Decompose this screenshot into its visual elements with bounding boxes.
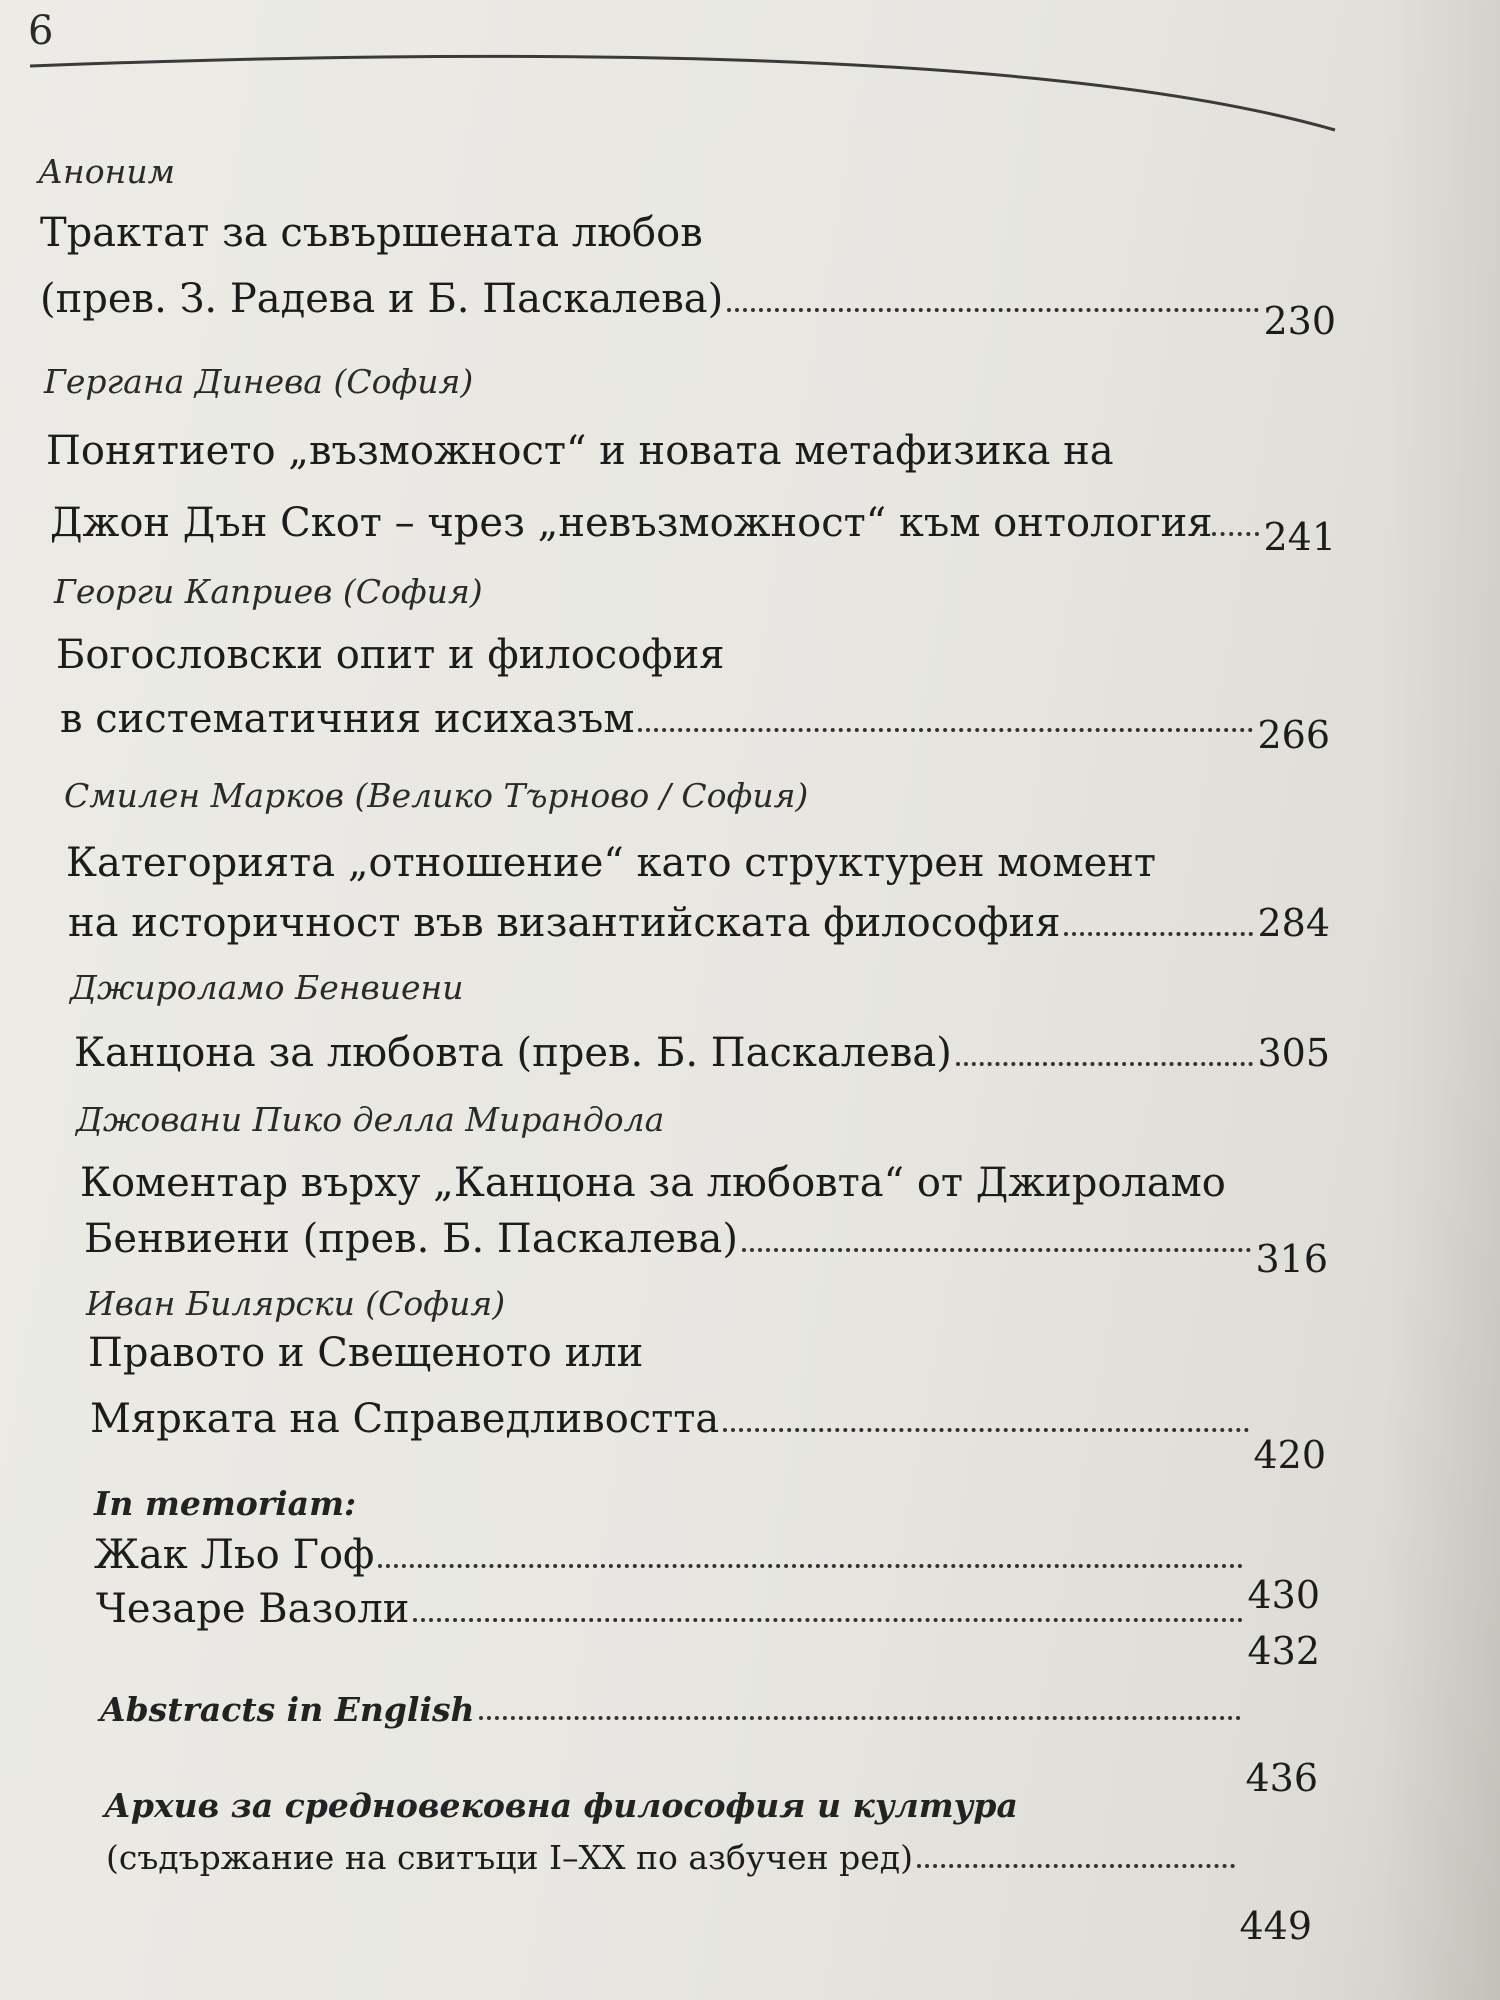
toc-author: Джироламо Бенвиени [70, 968, 464, 1007]
toc-title-line: Жак Льо Гоф [94, 1532, 375, 1578]
dot-leader [413, 1618, 1243, 1622]
toc-title-line: Богословски опит и философия [56, 632, 725, 678]
toc-title-line: Категорията „отношение“ като структурен момент [66, 840, 1157, 886]
toc-entry[interactable] [100, 1686, 1318, 1800]
toc-entry[interactable] [40, 276, 1336, 343]
dot-leader [638, 728, 1253, 732]
toc-title-line: Правото и Свещеното или [88, 1330, 644, 1376]
toc-title-line: в систематичния исихазъм [60, 696, 635, 742]
toc-title-line: Коментар върху „Канцона за любовта“ от Джироламо [80, 1160, 1226, 1206]
toc-title-line: Мярката на Справедливостта [90, 1396, 720, 1442]
toc-title-line: Понятието „възможност“ и новата метафизика на [46, 428, 1114, 474]
abstracts-label: Abstracts in English [100, 1690, 475, 1729]
toc-author: Джовани Пико делла Мирандола [76, 1100, 665, 1139]
toc-author: Гергана Динева (София) [44, 362, 474, 401]
archive-heading: Архив за средновековна философия и култура [104, 1786, 1018, 1825]
toc-author: Смилен Марков (Велико Търново / София) [64, 776, 809, 815]
dot-leader [727, 308, 1259, 312]
toc-entry[interactable] [96, 1586, 1320, 1673]
toc-author: Иван Билярски (София) [86, 1284, 506, 1323]
toc-page-number: 430 [1247, 1573, 1320, 1617]
dot-leader [479, 1716, 1242, 1720]
toc-page-number: 432 [1247, 1629, 1320, 1673]
toc-page-number: 305 [1257, 1031, 1330, 1075]
toc-title-line: Трактат за съвършената любов [40, 210, 703, 256]
toc-entry[interactable] [60, 696, 1330, 757]
toc-author: Георги Каприев (София) [54, 572, 483, 611]
dot-leader [723, 1428, 1249, 1432]
toc-author: Аноним [38, 152, 175, 191]
toc-page-number: 449 [1239, 1904, 1312, 1948]
toc-title-line: на историчност във византийската философия [68, 900, 1061, 946]
toc-title-line: (съдържание на свитъци I–XX по азбучен ред) [106, 1838, 914, 1877]
toc-entry[interactable] [90, 1396, 1326, 1477]
dot-leader [742, 1248, 1252, 1252]
toc-entry[interactable] [50, 500, 1336, 559]
in-memoriam-heading: In memoriam: [94, 1484, 357, 1523]
dot-leader [956, 1062, 1254, 1066]
toc-title-line: Чезаре Вазоли [96, 1586, 410, 1632]
toc-page-number: 436 [1245, 1756, 1318, 1800]
page-number: 6 [28, 8, 54, 54]
toc-page-number: 266 [1257, 713, 1330, 757]
toc-entry[interactable] [84, 1216, 1328, 1281]
dot-leader [1064, 932, 1253, 936]
toc-page-number: 241 [1263, 515, 1336, 559]
toc-entry[interactable] [68, 900, 1330, 946]
toc-page-number: 420 [1253, 1433, 1326, 1477]
toc-title-line: Джон Дън Скот – чрез „невъзможност“ към онтология [50, 500, 1213, 546]
dot-leader [378, 1564, 1243, 1568]
toc-title-line: Бенвиени (прев. Б. Паскалева) [84, 1216, 738, 1262]
toc-entry[interactable] [74, 1030, 1330, 1076]
dot-leader [917, 1864, 1235, 1868]
toc-entry[interactable] [106, 1834, 1312, 1948]
toc-page-number: 230 [1263, 299, 1336, 343]
toc-title-line: (прев. З. Радева и Б. Паскалева) [40, 276, 724, 322]
toc-title-line: Канцона за любовта (прев. Б. Паскалева) [74, 1030, 952, 1076]
toc-page-number: 284 [1257, 901, 1330, 945]
dot-leader [1212, 532, 1259, 536]
toc-page-number: 316 [1255, 1237, 1328, 1281]
